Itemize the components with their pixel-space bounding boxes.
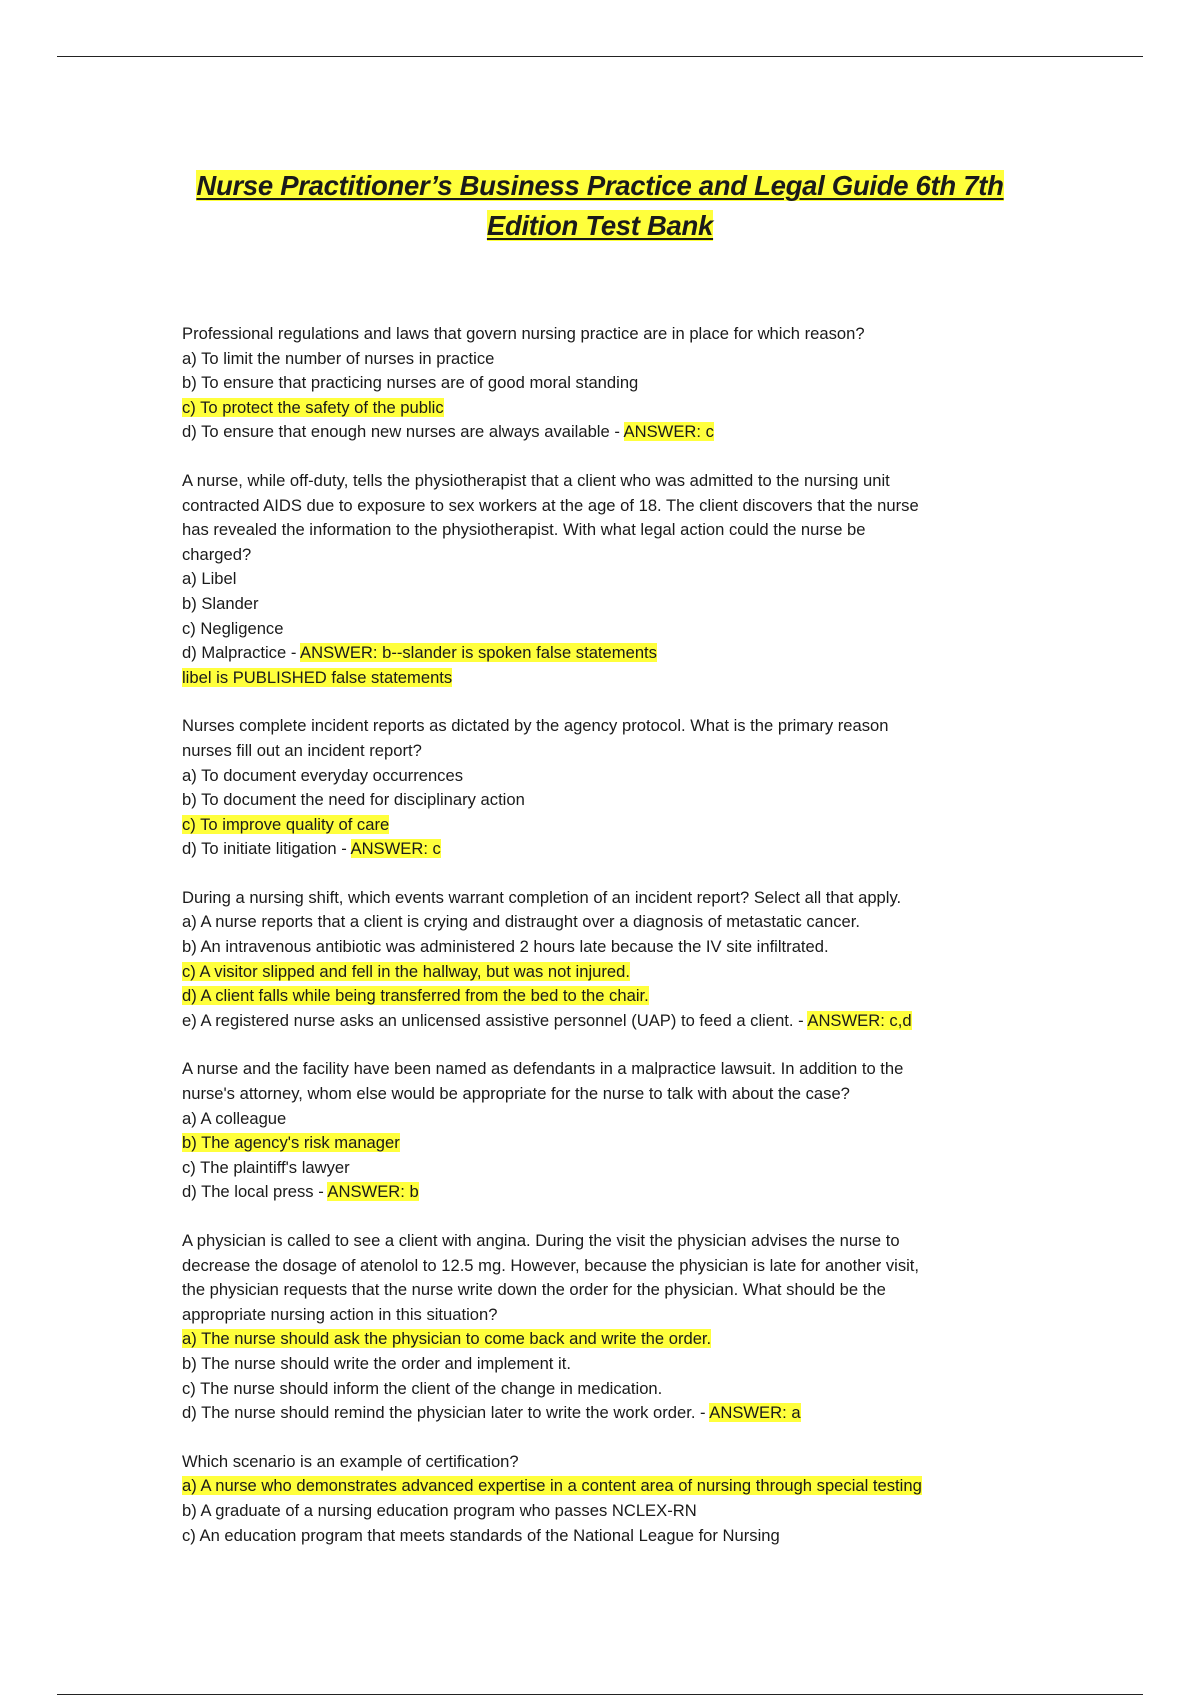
question-stem: During a nursing shift, which events warrant completion of an incident report? Select all that apply. <box>182 887 902 907</box>
question-stem-line-2: nurses fill out an incident report? <box>182 740 422 760</box>
question-stem-line-1: A physician is called to see a client with angina. During the visit the physician advises the nurse to <box>182 1231 900 1250</box>
title-line-1: Nurse Practitioner’s Business Practice and Legal Guide 6th 7th <box>196 170 1004 201</box>
footer-rule <box>57 1694 1143 1695</box>
question-stem-line-2: contracted AIDS due to exposure to sex workers at the age of 18. The client discovers that the nurse <box>182 495 919 515</box>
question-stem-line-4: charged? <box>182 544 252 564</box>
option-b: b) To document the need for disciplinary action <box>182 790 525 810</box>
answer-key: ANSWER: b <box>327 1182 419 1202</box>
question-stem-line-4: appropriate nursing action in this situation? <box>182 1304 498 1324</box>
header-rule <box>57 56 1143 57</box>
option-b: b) The nurse should write the order and implement it. <box>182 1353 571 1373</box>
option-a: a) Libel <box>182 569 237 589</box>
option-d: d) To ensure that enough new nurses are always available - <box>182 422 624 442</box>
option-a: a) A nurse reports that a client is crying and distraught over a diagnosis of metastatic cancer. <box>182 912 860 932</box>
question-1 <box>182 322 1082 445</box>
document-title <box>140 166 1060 246</box>
question-5 <box>182 1057 1082 1205</box>
question-stem-line-1: A nurse and the facility have been named as defendants in a malpractice lawsuit. In addition to the <box>182 1059 904 1079</box>
question-stem-line-1: Nurses complete incident reports as dictated by the agency protocol. What is the primary reason <box>182 716 889 736</box>
option-c-correct: c) A visitor slipped and fell in the hallway, but was not injured. <box>182 961 630 981</box>
question-6 <box>182 1229 1082 1426</box>
option-c: c) The plaintiff's lawyer <box>182 1157 350 1177</box>
option-d: d) To initiate litigation - <box>182 839 351 859</box>
option-c-correct: c) To protect the safety of the public <box>182 397 444 417</box>
option-c: c) Negligence <box>182 618 284 638</box>
answer-explanation: libel is PUBLISHED false statements <box>182 667 453 687</box>
option-b-correct: b) The agency's risk manager <box>182 1133 400 1153</box>
question-4 <box>182 886 1082 1034</box>
question-list <box>182 322 1082 1572</box>
title-line-2: Edition Test Bank <box>486 210 714 241</box>
question-stem-line-3: the physician requests that the nurse write down the order for the physician. What should be the <box>182 1280 886 1300</box>
question-stem-line-1: A nurse, while off-duty, tells the physiotherapist that a client who was admitted to the nursing unit <box>182 470 890 490</box>
question-7 <box>182 1450 1082 1548</box>
question-2 <box>182 469 1082 690</box>
option-b: b) To ensure that practicing nurses are of good moral standing <box>182 373 639 393</box>
answer-key: ANSWER: c <box>350 839 441 859</box>
option-d: d) The nurse should remind the physician later to write the work order. - <box>182 1403 710 1423</box>
answer-key: ANSWER: c,d <box>807 1010 912 1030</box>
question-stem-line-2: decrease the dosage of atenolol to 12.5 mg. However, because the physician is late for another visit, <box>182 1255 920 1275</box>
option-a-correct: a) A nurse who demonstrates advanced expertise in a content area of nursing through special testing <box>182 1476 922 1496</box>
option-a: a) To document everyday occurrences <box>182 765 464 785</box>
option-a: a) To limit the number of nurses in practice <box>182 348 495 368</box>
option-b: b) A graduate of a nursing education program who passes NCLEX-RN <box>182 1500 697 1520</box>
answer-key: ANSWER: a <box>709 1403 801 1423</box>
answer-key: ANSWER: b--slander is spoken false statements <box>300 643 657 663</box>
option-b: b) An intravenous antibiotic was administered 2 hours late because the IV site infiltrated. <box>182 937 829 957</box>
question-stem: Professional regulations and laws that govern nursing practice are in place for which reason? <box>182 324 865 343</box>
option-a-correct: a) The nurse should ask the physician to come back and write the order. <box>182 1329 712 1349</box>
option-d-correct: d) A client falls while being transferred from the bed to the chair. <box>182 986 649 1006</box>
option-b: b) Slander <box>182 593 259 613</box>
option-e: e) A registered nurse asks an unlicensed assistive personnel (UAP) to feed a client. - <box>182 1010 808 1030</box>
option-c-correct: c) To improve quality of care <box>182 814 390 834</box>
question-3 <box>182 714 1082 862</box>
question-stem-line-2: nurse's attorney, whom else would be appropriate for the nurse to talk with about the case? <box>182 1084 850 1104</box>
answer-key: ANSWER: c <box>623 422 714 442</box>
option-d: d) Malpractice - <box>182 643 301 663</box>
question-stem-line-3: has revealed the information to the physiotherapist. With what legal action could the nurse be <box>182 520 866 540</box>
option-a: a) A colleague <box>182 1108 287 1128</box>
option-c: c) An education program that meets standards of the National League for Nursing <box>182 1525 780 1545</box>
option-d: d) The local press - <box>182 1182 328 1202</box>
question-stem: Which scenario is an example of certification? <box>182 1451 519 1471</box>
option-c: c) The nurse should inform the client of the change in medication. <box>182 1378 663 1398</box>
